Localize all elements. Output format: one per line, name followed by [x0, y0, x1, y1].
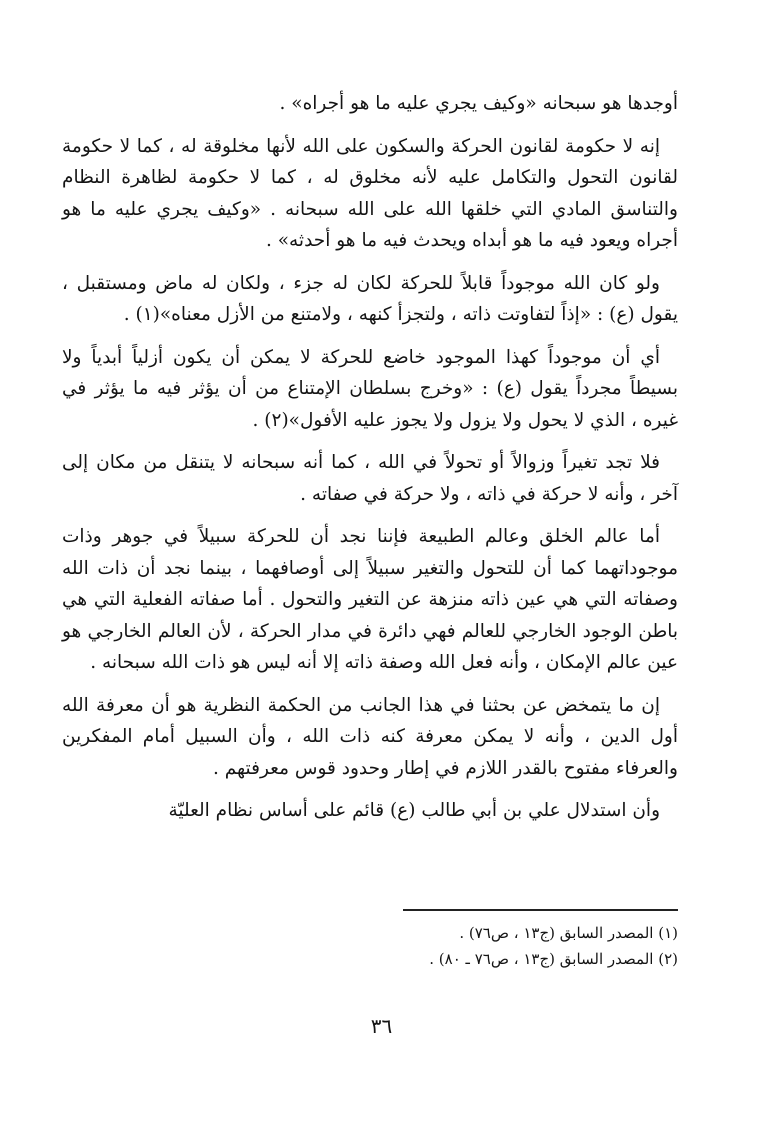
footnote-divider	[403, 909, 678, 911]
footnote-1: (١) المصدر السابق (ج١٣ ، ص٧٦) .	[459, 924, 678, 942]
page-number: ٣٦	[370, 1014, 393, 1038]
paragraph-7: إن ما يتمخض عن بحثنا في هذا الجانب من الحكمة النظرية هو أن معرفة الله أول الدين ، وأنه لا يمكن معرفة كنه ذات الله ، وأن السبيل أمام المفكرين والعرفاء مفتوح بالقدر اللازم في إطار وحدود قوس معرفتهم .	[62, 694, 678, 779]
paragraph-2: إنه لا حكومة لقانون الحركة والسكون على الله لأنها مخلوقة له ، كما لا حكومة لقانون التحول والتكامل عليه لأنه مخلوق له ، كما لا حكومة لظاهرة النظام والتناسق المادي التي خلقها الله على الله سبحانه . «وكيف يجري عليه ما هو أجراه ويعود فيه ما هو أبداه ويحدث فيه ما هو أحدثه» .	[62, 135, 678, 251]
footnote-2: (٢) المصدر السابق (ج١٣ ، ص٧٦ ـ ٨٠) .	[429, 950, 678, 968]
paragraph-4: أي أن موجوداً كهذا الموجود خاضع للحركة لا يمكن أن يكون أزلياً أبدياً ولا بسيطاً مجرداً يقول (ع) : «وخرج بسلطان الإمتناع من أن يؤثر فيه ما يؤثر في غيره ، الذي لا يحول ولا يزول ولا يجوز عليه الأفول»(٢) .	[62, 346, 678, 431]
paragraph-5: فلا تجد تغيراً وزوالاً أو تحولاً في الله ، كما أنه سبحانه لا يتنقل من مكان إلى آخر ، وأنه لا حركة في ذاته ، ولا حركة في صفاته .	[62, 452, 678, 505]
paragraph-8: وأن استدلال علي بن أبي طالب (ع) قائم على أساس نظام العليّة	[168, 800, 660, 821]
paragraph-3: ولو كان الله موجوداً قابلاً للحركة لكان له جزء ، ولكان له ماض ومستقبل ، يقول (ع) : «إذاً لتفاوتت ذاته ، ولتجزأ كنهه ، ولامتنع من الأزل معناه»(١) .	[62, 272, 678, 325]
main-text	[62, 88, 678, 838]
paragraph-6: أما عالم الخلق وعالم الطبيعة فإننا نجد أن للحركة سبيلاً في جوهر وذات موجوداتهما كما أن للتحول والتغير سبيلاً إلى أوصافهما ، بينما نجد أن ذات الله وصفاته التي هي عين ذاته منزهة عن التغير والتحول . أما صفاته الفعلية التي هي باطن الوجود الخارجي للعالم فهي دائرة في مدار الحركة ، لأن العالم الخارجي هو عين عالم الإمكان ، وأنه فعل الله وصفة ذاته إلا أنه ليس هو ذات الله سبحانه .	[62, 526, 678, 673]
footnotes	[62, 920, 678, 972]
paragraph-1: أوجدها هو سبحانه «وكيف يجري عليه ما هو أجراه» .	[279, 93, 678, 114]
